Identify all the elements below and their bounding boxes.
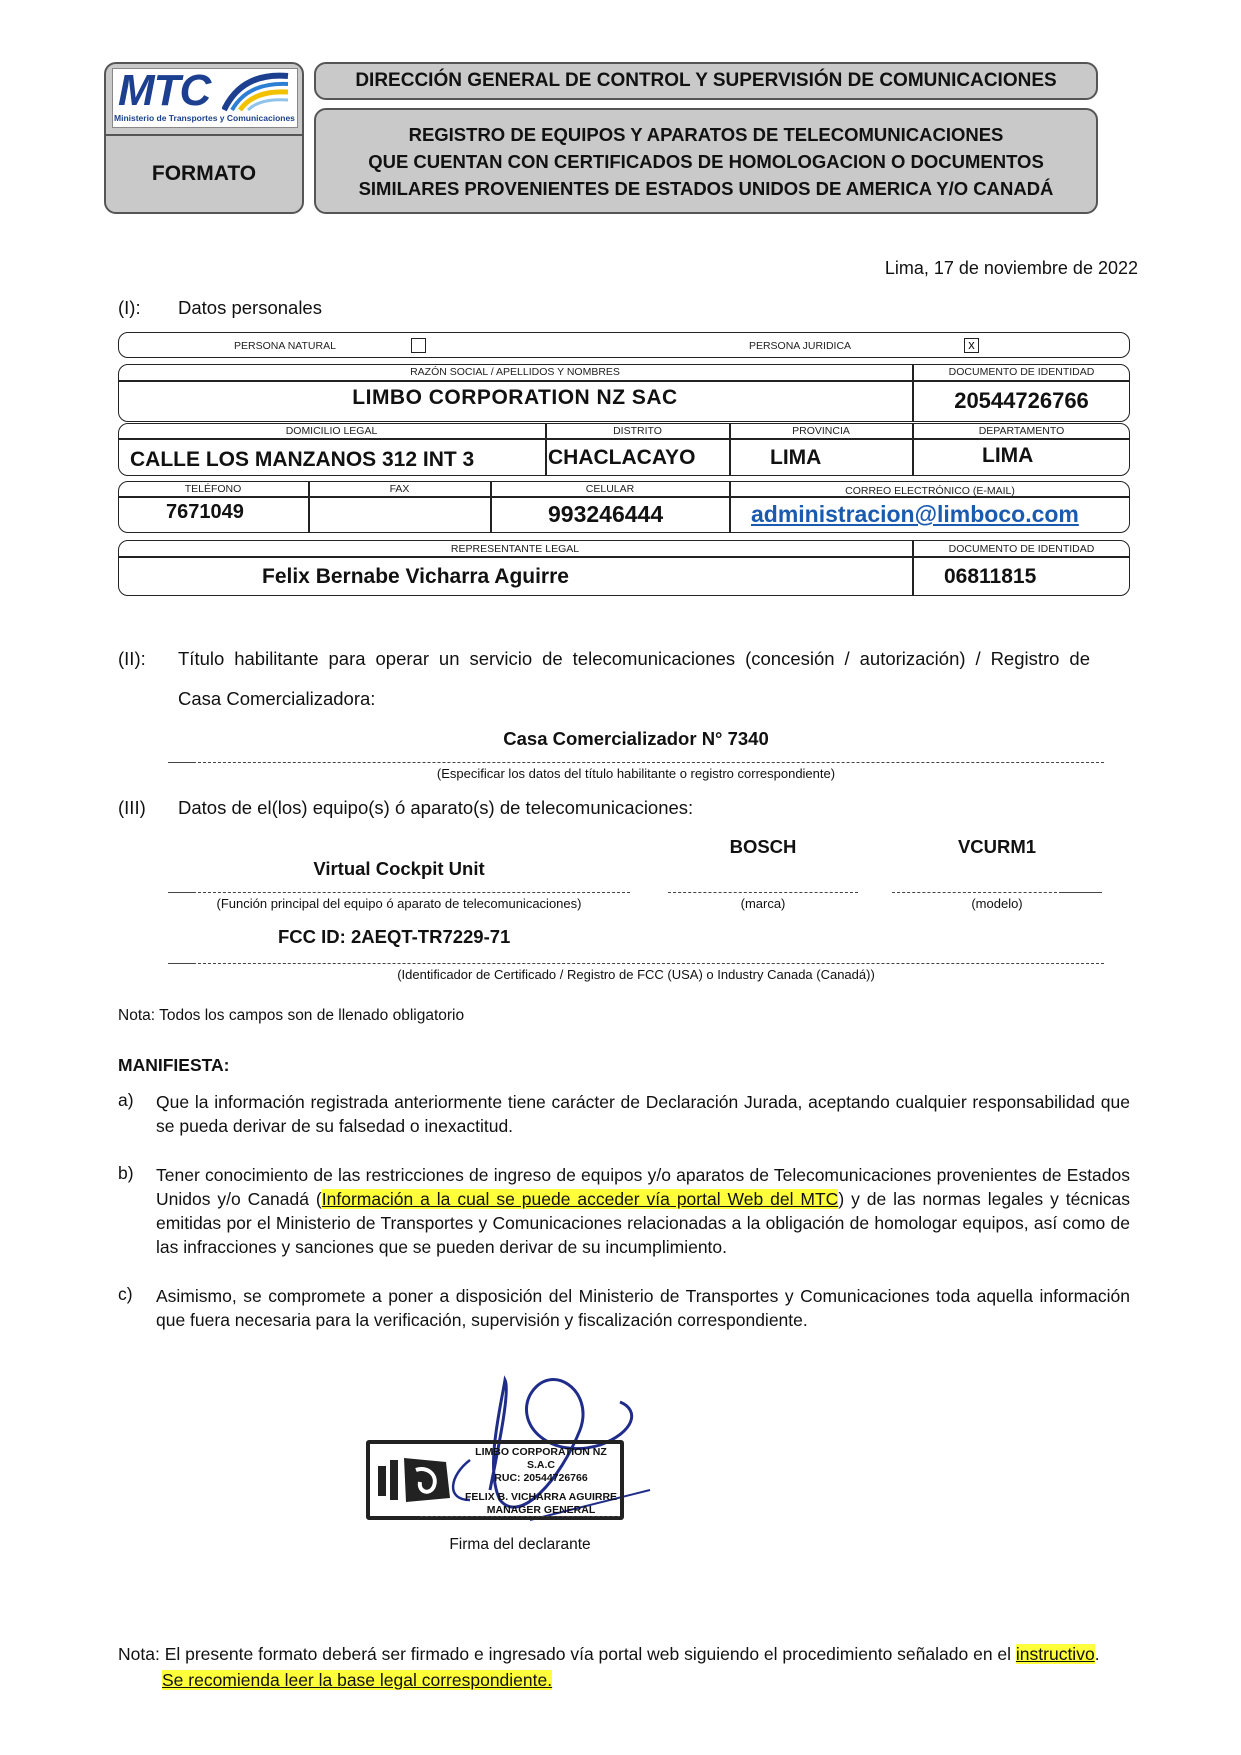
register-title bbox=[314, 108, 1098, 214]
item-c-label: c) bbox=[118, 1284, 133, 1304]
underline bbox=[168, 963, 193, 964]
underline bbox=[1062, 892, 1102, 893]
telefono-label: TELÉFONO bbox=[184, 483, 242, 495]
underline bbox=[193, 963, 1104, 964]
doc-rep-label: DOCUMENTO DE IDENTIDAD bbox=[948, 543, 1095, 555]
mtc-logo-swoosh-icon bbox=[222, 70, 292, 114]
celular-label: CELULAR bbox=[585, 483, 635, 495]
doc-identidad-label: DOCUMENTO DE IDENTIDAD bbox=[948, 366, 1095, 378]
persona-natural-label: PERSONA NATURAL bbox=[234, 340, 336, 352]
distrito-value[interactable]: CHACLACAYO bbox=[548, 446, 696, 469]
persona-juridica-label: PERSONA JURIDICA bbox=[748, 340, 852, 352]
register-title-line: QUE CUENTAN CON CERTIFICADOS DE HOMOLOGACION O DOCUMENTOS bbox=[368, 150, 1044, 172]
email-link[interactable]: administracion@limboco.com bbox=[751, 501, 1079, 527]
underline bbox=[168, 892, 193, 893]
razon-social-label: RAZÓN SOCIAL / APELLIDOS Y NOMBRES bbox=[410, 366, 620, 378]
footer-note bbox=[118, 1644, 1118, 1665]
mtc-portal-link[interactable]: Información a la cual se puede acceder vía portal Web del MTC bbox=[321, 1189, 839, 1209]
stamp-line: MANAGER GENERAL bbox=[486, 1504, 596, 1516]
function-caption: (Función principal del equipo ó aparato de telecomunicaciones) bbox=[216, 896, 582, 911]
equipment-model-value[interactable]: VCURM1 bbox=[957, 836, 1037, 857]
underline bbox=[168, 762, 193, 763]
signature-caption: Firma del declarante bbox=[449, 1536, 591, 1553]
note-required-fields: Nota: Todos los campos son de llenado obligatorio bbox=[118, 1007, 465, 1024]
underline bbox=[892, 892, 1062, 893]
correo-label: CORREO ELECTRÓNICO (E-MAIL) bbox=[845, 485, 1015, 497]
underline bbox=[193, 762, 1104, 763]
footer-note-text: . bbox=[1094, 1644, 1100, 1664]
equipment-brand-value[interactable]: BOSCH bbox=[729, 836, 797, 857]
celular-value[interactable]: 993246444 bbox=[548, 501, 664, 527]
doc-rep-value[interactable]: 06811815 bbox=[944, 565, 1037, 588]
equipment-function-value[interactable]: Virtual Cockpit Unit bbox=[313, 858, 485, 879]
item-b-text bbox=[156, 1163, 1130, 1259]
section3-title: Datos de el(los) equipo(s) ó aparato(s) de telecomunicaciones: bbox=[178, 797, 694, 818]
register-title-line: SIMILARES PROVENIENTES DE ESTADOS UNIDOS DE AMERICA Y/O CANADÁ bbox=[358, 177, 1054, 199]
item-b-text-part: Tener conocimiento de las restricciones de ingreso de equipos y/o aparatos de Telecomunicaciones provenientes de Estados Unidos y/o Canadá ( bbox=[156, 1165, 1130, 1209]
direction-title: DIRECCIÓN GENERAL DE CONTROL Y SUPERVISIÓN DE COMUNICACIONES bbox=[314, 62, 1098, 100]
model-caption: (modelo) bbox=[971, 896, 1023, 911]
brand-caption: (marca) bbox=[740, 896, 786, 911]
domicilio-label: DOMICILIO LEGAL bbox=[285, 425, 378, 437]
section2-number: (II): bbox=[118, 648, 146, 669]
fcc-id-value[interactable]: FCC ID: 2AEQT-TR7229-71 bbox=[278, 926, 511, 947]
representante-value[interactable]: Felix Bernabe Vicharra Aguirre bbox=[262, 565, 569, 588]
item-c-text: Asimismo, se compromete a poner a disposición del Ministerio de Transportes y Comunicaciones toda aquella información que fuera necesaria para la verificación, supervisión y fiscalización correspondiente. bbox=[156, 1286, 1130, 1330]
domicilio-value[interactable]: CALLE LOS MANZANOS 312 INT 3 bbox=[130, 448, 475, 471]
base-legal-link[interactable]: Se recomienda leer la base legal correspondiente. bbox=[162, 1670, 553, 1690]
stamp-line: LIMBO CORPORATION NZ S.A.C bbox=[475, 1446, 607, 1471]
register-title-line: REGISTRO DE EQUIPOS Y APARATOS DE TELECOMUNICACIONES bbox=[408, 123, 1004, 145]
item-b-text-part: ) y de las normas legales y técnicas emitidas por el Ministerio de Transportes y Comunicaciones relacionadas a la obligación de homologar equipos, así como de las infracciones y sanciones que se pueden derivar de su incumplimiento. bbox=[156, 1189, 1130, 1257]
departamento-value[interactable]: LIMA bbox=[982, 444, 1034, 467]
doc-identidad-value[interactable]: 20544726766 bbox=[954, 388, 1089, 413]
fcc-caption: (Identificador de Certificado / Registro de FCC (USA) o Industry Canada (Canadá)) bbox=[397, 967, 875, 982]
provincia-label: PROVINCIA bbox=[792, 425, 850, 437]
persona-natural-checkbox[interactable] bbox=[411, 338, 426, 353]
item-b-label: b) bbox=[118, 1163, 134, 1183]
distrito-label: DISTRITO bbox=[613, 425, 662, 437]
section2-caption: (Especificar los datos del título habilitante o registro correspondiente) bbox=[436, 766, 836, 781]
stamp-text bbox=[462, 1446, 620, 1517]
section2-text-line2: Casa Comercializadora: bbox=[178, 688, 376, 709]
section1-number: (I): bbox=[118, 297, 141, 318]
footer-note-text: Nota: El presente formato deberá ser firmado e ingresado vía portal web siguiendo el procedimiento señalado en el bbox=[118, 1644, 1016, 1664]
formato-label: FORMATO bbox=[151, 162, 257, 185]
instructivo-link[interactable]: instructivo bbox=[1015, 1644, 1095, 1664]
stamp-logo-icon bbox=[376, 1452, 456, 1508]
item-a-label: a) bbox=[118, 1090, 134, 1110]
representante-label: REPRESENTANTE LEGAL bbox=[450, 543, 580, 555]
titulo-habilitante-value[interactable]: Casa Comercializador N° 7340 bbox=[503, 728, 769, 749]
manifiesta-title: MANIFIESTA: bbox=[118, 1055, 230, 1075]
signature-line bbox=[420, 1516, 620, 1517]
row-divider bbox=[118, 556, 1130, 558]
logo-subtitle: Ministerio de Transportes y Comunicaciones bbox=[114, 113, 295, 123]
section3-number: (III) bbox=[118, 797, 146, 818]
footer-second-line bbox=[162, 1670, 552, 1691]
departamento-label: DEPARTAMENTO bbox=[978, 425, 1065, 437]
section1-title: Datos personales bbox=[178, 297, 322, 318]
row-divider bbox=[118, 438, 1130, 440]
stamp-line: RUC: 20544726766 bbox=[494, 1472, 588, 1484]
razon-social-value[interactable]: LIMBO CORPORATION NZ SAC bbox=[352, 386, 678, 409]
underline bbox=[668, 892, 858, 893]
provincia-value[interactable]: LIMA bbox=[770, 446, 822, 469]
fax-label: FAX bbox=[389, 483, 410, 495]
item-a-text: Que la información registrada anteriormente tiene carácter de Declaración Jurada, aceptando cualquier responsabilidad que se pueda derivar de su falsedad o inexactitud. bbox=[156, 1092, 1130, 1136]
persona-juridica-checkbox[interactable]: x bbox=[964, 338, 979, 353]
section2-text-line1: Título habilitante para operar un servicio de telecomunicaciones (concesión / autorización) / Registro de bbox=[178, 648, 1090, 669]
document-date: Lima, 17 de noviembre de 2022 bbox=[884, 258, 1138, 278]
mtc-logo-text: MTC bbox=[118, 66, 211, 115]
underline bbox=[193, 892, 630, 893]
row-divider bbox=[118, 380, 1130, 382]
stamp-line: FELIX B. VICHARRA AGUIRRE bbox=[464, 1491, 618, 1503]
telefono-value[interactable]: 7671049 bbox=[166, 501, 244, 523]
